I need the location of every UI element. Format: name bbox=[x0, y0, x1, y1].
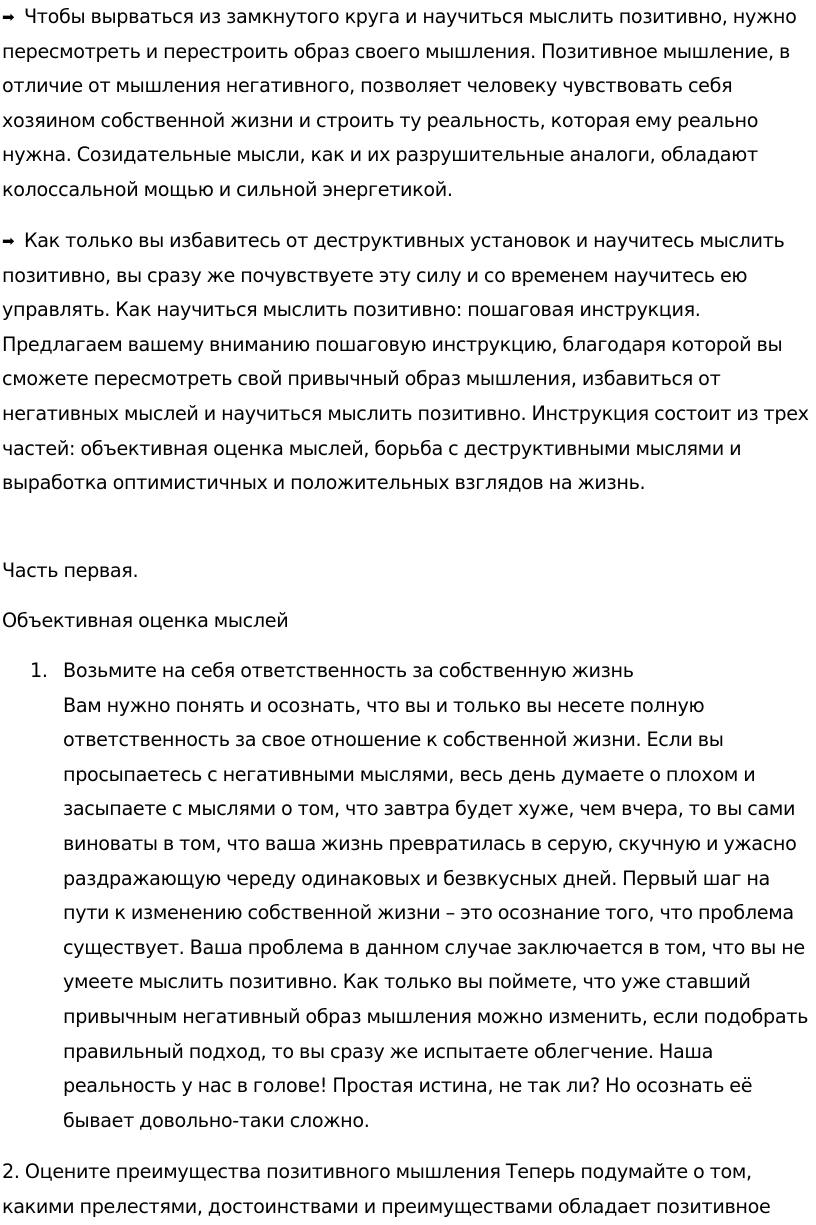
paragraph-2 bbox=[2, 224, 814, 501]
list-item-title: Возьмите на себя ответственность за собственную жизнь bbox=[63, 659, 634, 682]
list-item-number: 1. bbox=[30, 659, 48, 682]
list-item-1 bbox=[63, 654, 815, 1138]
paragraph-item-2: 2. Оцените преимущества позитивного мышления Теперь подумайте о том, какими прелестями, достоинствами и преимуществами обладает позитивное bbox=[2, 1160, 771, 1218]
paragraph-1-text: Чтобы вырваться из замкнутого круга и научиться мыслить позитивно, нужно пересмотреть и перестроить образ своего мышления. Позитивное мышление, в отличие от мышления негативного, позволяет человеку чувствовать себя хозяином собственной жизни и строить ту реальность, которая ему реально нужна. Созидательные мысли, как и их разрушительные аналоги, обладают колоссальной мощью и сильной энергетикой. bbox=[2, 5, 797, 201]
arrow-right-icon: ➡ bbox=[2, 232, 15, 250]
part-heading: Часть первая. bbox=[2, 559, 139, 582]
section-heading: Объективная оценка мыслей bbox=[2, 609, 289, 632]
list-item-text: Вам нужно понять и осознать, что вы и только вы несете полную ответственность за свое отношение к собственной жизни. Если вы просыпаетесь с негативными мыслями, весь день думаете о плохом и засыпаете с мыслями о том, что завтра будет хуже, чем вчера, то вы сами виноваты в том, что ваша жизнь превратилась в серую, скучную и ужасно раздражающую череду одинаковых и безвкусных дней. Первый шаг на пути к изменению собственной жизни – это осознание того, что проблема существует. Ваша проблема в данном случае заключается в том, что вы не умеете мыслить позитивно. Как только вы поймете, что уже ставший привычным негативный образ мышления можно изменить, если подобрать правильный подход, то вы сразу же испытаете облегчение. Наша реальность у нас в голове! Простая истина, не так ли? Но осознать её бывает довольно-таки сложно. bbox=[63, 693, 809, 1132]
arrow-right-icon: ➡ bbox=[2, 8, 15, 26]
paragraph-2-text: Как только вы избавитесь от деструктивных установок и научитесь мыслить позитивно, вы сразу же почувствуете эту силу и со временем научитесь ею управлять. Как научиться мыслить позитивно: пошаговая инструкция. Предлагаем вашему вниманию пошаговую инструкцию, благодаря которой вы сможете пересмотреть свой привычный образ мышления, избавиться от негативных мыслей и научиться мыслить позитивно. Инструкция состоит из трех частей: объективная оценка мыслей, борьба с деструктивными мыслями и выработка оптимистичных и положительных взглядов на жизнь. bbox=[2, 229, 809, 495]
paragraph-1 bbox=[2, 0, 814, 208]
